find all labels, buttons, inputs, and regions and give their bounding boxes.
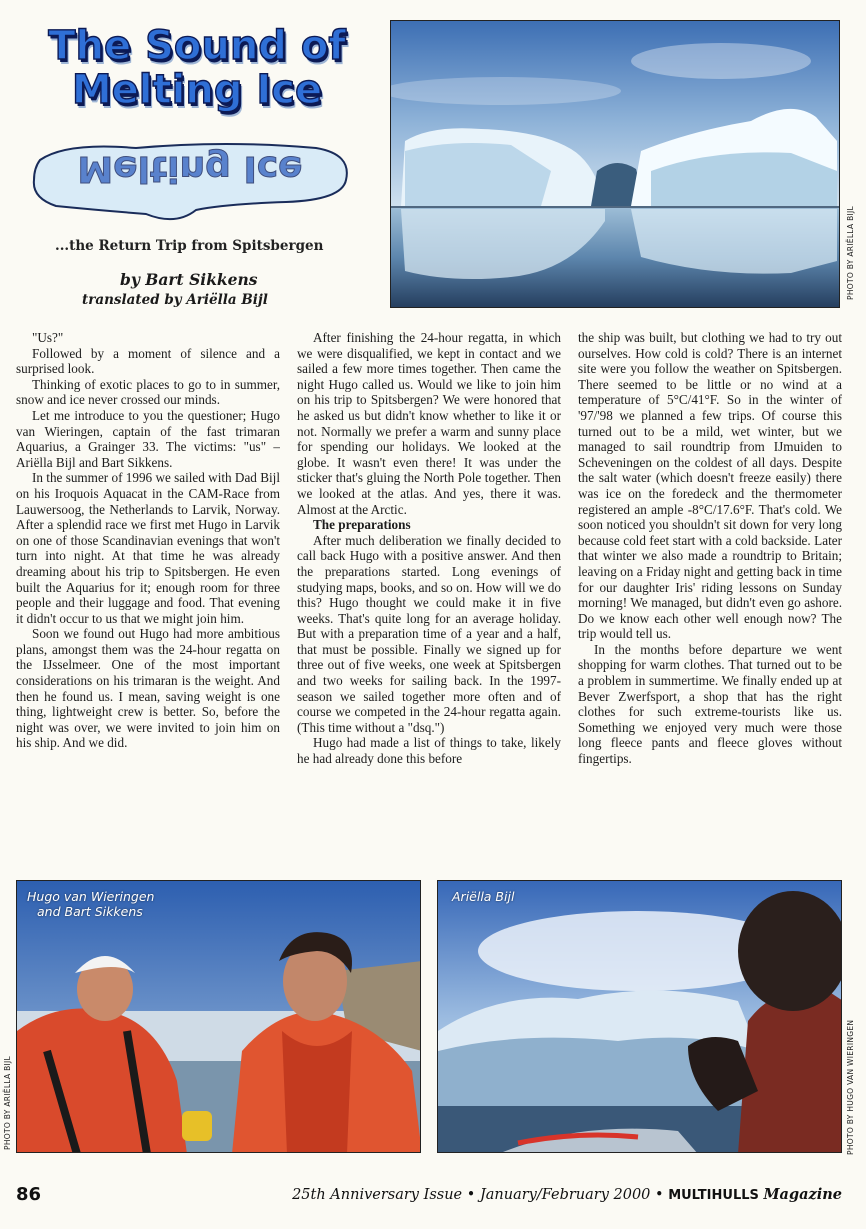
paragraph: After much deliberation we finally decided to call back Hugo with a positive answer. And then the preparations started. Long evenings of studying maps, books, and so on. How will we do this? Hugo thought we could make it in five weeks. That's quite long for an average holiday. But with a preparation time of a year and a half, that must be possible. Finally we signed up for three out of five weeks, one week at Spitsbergen and two weeks for sailing back. In the 1997-season we sailed together more often and of course we competed in the 24-hour regatta again. (This time without a "dsq.") <box>297 532 561 735</box>
article-column-2 <box>297 330 561 875</box>
iceberg-photo <box>390 20 840 308</box>
top-photo-credit: PHOTO BY ARIËLLA BIJL <box>846 205 855 300</box>
bullet-separator: • <box>655 1187 669 1203</box>
ariella-photo <box>437 880 842 1153</box>
title-line-1: The Sound of <box>48 23 346 69</box>
crew-photo <box>16 880 421 1153</box>
crew-photo-credit: PHOTO BY ARIËLLA BIJL <box>3 1055 12 1150</box>
paragraph: Followed by a moment of silence and a surprised look. <box>16 345 280 377</box>
paragraph: Thinking of exotic places to go to in summer, snow and ice never crossed our minds. <box>16 376 280 408</box>
title-reflection: Melting Ice <box>77 148 303 189</box>
magazine-suffix: Magazine <box>763 1186 842 1203</box>
issue-name: 25th Anniversary Issue <box>292 1187 463 1203</box>
paragraph: In the months before departure we went shopping for warm clothes. That turned out to be a problem in summertime. We finally ended up at Bever Zwerfsport, a shop that has the right clothes for such extreme-tourists like us. Something we enjoyed very much were those long fleece pants and fleece gloves without fingertips. <box>578 641 842 767</box>
magazine-name: MULTIHULLS <box>668 1188 759 1203</box>
paragraph: After finishing the 24-hour regatta, in which we were disqualified, we kept in contact and we sailed a few more times together. Then came the night Hugo called us. Would we like to join him on his trip to Spitsbergen? We were honored that he asked us but didn't know whether to like it or not. Normally we prefer a warm and sunny place for spending our holidays. We looked at the globe. It wasn't even there! It was under the sticker that's gluing the North Pole together. Then we looked at the atlas. And yes, there it was. Almost at the Arctic. <box>297 330 561 517</box>
byline: by Bart Sikkens <box>120 270 258 289</box>
paragraph: Hugo had made a list of things to take, likely he had already done this before <box>297 735 561 767</box>
article-column-1 <box>16 330 280 875</box>
paragraph: Soon we found out Hugo had more ambitious plans, amongst them was the 24-hour regatta on the IJsselmeer. One of the most important considerations on his trimaran is the weight. And then he found us. I mean, saving weight is one thing, lightweight crew is better. So, before the night was over, we were invited to join him on his ship. And we did. <box>16 626 280 751</box>
paragraph: "Us?" <box>32 330 64 345</box>
issue-line <box>292 1186 842 1203</box>
crew-photo-caption <box>27 889 154 919</box>
ariella-photo-caption: Ariëlla Bijl <box>452 889 515 904</box>
paragraph: Let me introduce to you the questioner; Hugo van Wieringen, captain of the fast trimaran Aquarius, a Grainger 33. The victims: "us" – Ariëlla Bijl and Bart Sikkens. <box>16 407 280 470</box>
paragraph: In the summer of 1996 we sailed with Dad Bijl on his Iroquois Aquacat in the CAM-Race from Lauwersoog, the Netherlands to Larvik, Norway. After a splendid race we first met Hugo in Larvik on one of those Scandinavian evenings that won't turn into night. At that time he was already dreaming about his trip to Spitsbergen. He even built the Aquarius for it; enough room for three people and their luggage and food. That evening it didn't occur to us that we might join him. <box>16 470 280 626</box>
title-line-2: Melting Ice <box>71 67 323 113</box>
page-number: 86 <box>16 1184 42 1205</box>
caption-line: Hugo van Wieringen <box>27 889 155 904</box>
bullet-separator: • <box>466 1187 480 1203</box>
caption-line: and Bart Sikkens <box>37 904 143 919</box>
subtitle: ...the Return Trip from Spitsbergen <box>55 238 324 254</box>
article-column-3 <box>578 330 842 875</box>
ariella-photo-credit: PHOTO BY HUGO VAN WIERINGEN <box>846 1019 855 1155</box>
section-heading: The preparations <box>313 517 411 533</box>
paragraph: the ship was built, but clothing we had to try out ourselves. How cold is cold? There is an internet site were you follow the weather on Spitsbergen. There seemed to be little or no wind at a temperature of 5°C/41°F. So in the winter of '97/'98 we planned a few trips. Of course this turned out to be a mild, wet winter, but we managed to sail roundtrip from IJmuiden to Scheveningen on the coldest of all days. Despite the salt water (which doesn't freeze easily) there was ice on the foredeck and the thermometer registered an ample -8°C/17.6°F. That's cold. We soon noticed you shouldn't sit down for very long because cold feet start with a cold backside. Later that winter we also made a roundtrip to Britain; leaving on a Friday night and getting back in time for our daughter Iris' riding lessons on Sunday morning! We managed, but didn't even go ashore. Do we know each other well enough now? The trip would tell us. <box>578 330 842 642</box>
page-footer <box>16 1184 842 1208</box>
issue-date: January/February 2000 <box>479 1187 651 1203</box>
translator-credit: translated by Ariëlla Bijl <box>82 292 268 308</box>
